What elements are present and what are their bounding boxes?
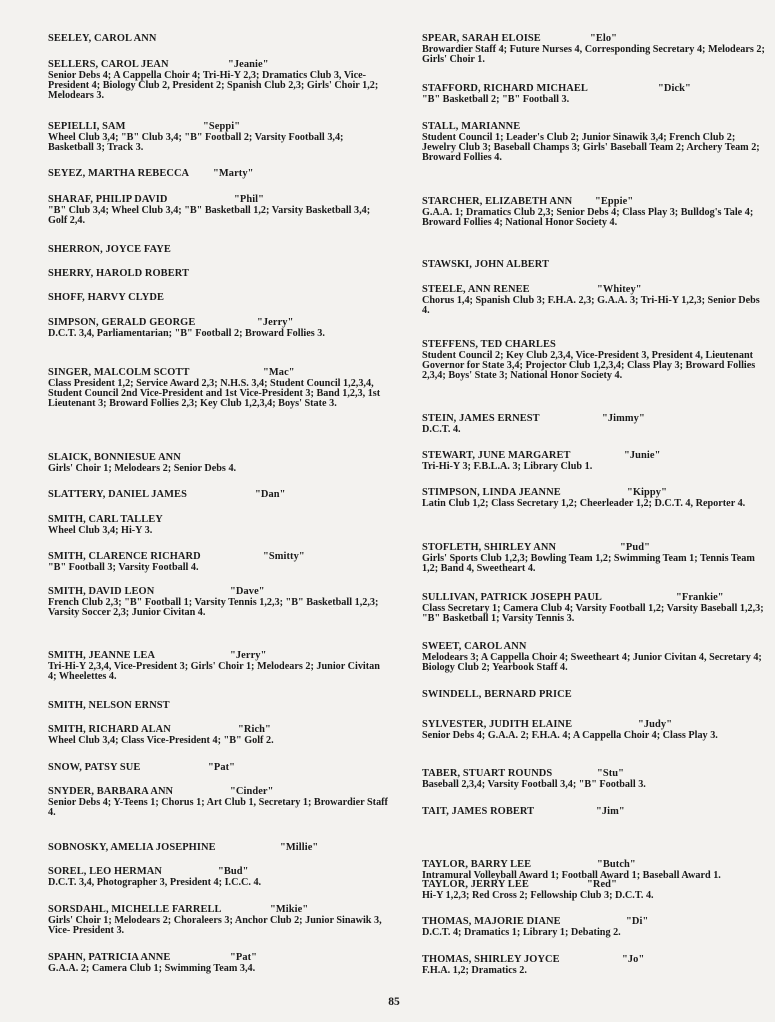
student-name: TAIT, JAMES ROBERT <box>422 806 535 817</box>
student-activities: Wheel Club 3,4; Class Vice-President 4; "B" Golf 2. <box>48 734 274 746</box>
student-activities: Student Council 1; Leader's Club 2; Junior Sinawik 3,4; French Club 2; Jewelry Club 3; Baseball Champs 3; Girls' Baseball Team 2; Archery Team 2; Broward Follies 4. <box>422 131 760 164</box>
student-name: STOFLETH, SHIRLEY ANN <box>422 542 557 553</box>
student-name: SEYEZ, MARTHA REBECCA <box>48 168 190 179</box>
student-activities: Senior Debs 4; G.A.A. 2; F.H.A. 4; A Cappella Choir 4; Class Play 3. <box>422 729 718 741</box>
student-entry <box>48 515 388 536</box>
student-nickname: "Phil" <box>234 194 265 205</box>
student-activities: Wheel Club 3,4; Hi-Y 3. <box>48 524 153 536</box>
student-entry <box>422 720 767 741</box>
student-name-line <box>48 60 388 71</box>
student-activities: French Club 2,3; "B" Football 1; Varsity Tennis 1,2,3; "B" Basketball 1,2,3; Varsity Soccer 2,3; Junior Civitan 4. <box>48 596 379 618</box>
student-name: SMITH, RICHARD ALAN <box>48 724 171 735</box>
student-name-line <box>48 515 388 526</box>
student-name-line <box>48 651 388 662</box>
student-activities: Tri-Hi-Y 2,3,4, Vice-President 3; Girls' Choir 1; Melodears 2; Junior Civitan 4; Wheelettes 4. <box>48 660 380 682</box>
student-nickname: "Cinder" <box>230 786 274 797</box>
student-activities: Intramural Volleyball Award 1; Football Award 1; Baseball Award 1. <box>422 869 721 881</box>
student-activities: D.C.T. 4; Dramatics 1; Library 1; Debating 2. <box>422 926 621 938</box>
student-activities: Girls' Choir 1; Melodears 2; Senior Debs 4. <box>48 462 237 474</box>
student-entry <box>422 690 767 701</box>
student-nickname: "Judy" <box>638 719 673 730</box>
student-name: STEFFENS, TED CHARLES <box>422 339 556 350</box>
student-name-line <box>48 701 388 712</box>
student-nickname: "Pat" <box>230 952 258 963</box>
student-name: SIMPSON, GERALD GEORGE <box>48 317 196 328</box>
student-nickname: "Red" <box>587 879 617 890</box>
student-entry <box>48 195 388 226</box>
student-activities: Student Council 2; Key Club 2,3,4, Vice-President 3, President 4, Lieutenant Governor for State 3,4; Projector Club 1,2,3,4; Class Play 3; Broward Follies 2,3,4; Boys' State 3; National Honor Society 4. <box>422 349 756 382</box>
student-name: SEELEY, CAROL ANN <box>48 33 157 44</box>
student-entry <box>48 34 388 45</box>
student-name-line <box>48 787 388 798</box>
student-name: SMITH, CLARENCE RICHARD <box>48 551 201 562</box>
student-activities: Class Secretary 1; Camera Club 4; Varsity Football 1,2; Varsity Baseball 1,2,3; "B" Basketball 1; Varsity Tennis 3. <box>422 602 764 624</box>
student-name-line <box>48 953 388 964</box>
student-name: SOREL, LEO HERMAN <box>48 866 162 877</box>
student-name: SPEAR, SARAH ELOISE <box>422 33 541 44</box>
student-entry <box>422 642 767 673</box>
student-activities: Girls' Choir 1; Melodears 2; Choraleers 3; Anchor Club 2; Junior Sinawik 3, Vice- President 3. <box>48 914 382 936</box>
student-activities: G.A.A. 2; Camera Club 1; Swimming Team 3,4. <box>48 962 256 974</box>
student-nickname: "Rich" <box>238 724 271 735</box>
student-name-line <box>422 860 767 871</box>
student-name-line <box>422 414 767 425</box>
student-nickname: "Elo" <box>590 33 618 44</box>
student-activities: Chorus 1,4; Spanish Club 3; F.H.A. 2,3; G.A.A. 3; Tri-Hi-Y 1,2,3; Senior Debs 4. <box>422 294 760 316</box>
student-name-line <box>422 260 767 271</box>
student-entry <box>48 293 388 304</box>
student-nickname: "Seppi" <box>203 121 241 132</box>
student-entry <box>48 953 388 974</box>
student-name: STARCHER, ELIZABETH ANN <box>422 196 573 207</box>
student-name: SWINDELL, BERNARD PRICE <box>422 689 572 700</box>
student-name: SORSDAHL, MICHELLE FARRELL <box>48 904 222 915</box>
student-name: SNOW, PATSY SUE <box>48 762 141 773</box>
student-name-line <box>48 725 388 736</box>
student-name: SPAHN, PATRICIA ANNE <box>48 952 171 963</box>
student-name-line <box>422 451 767 462</box>
student-entry <box>48 318 388 339</box>
student-nickname: "Dave" <box>230 586 265 597</box>
student-name-line <box>422 122 767 133</box>
student-entry <box>48 122 388 153</box>
student-entry <box>48 587 388 618</box>
student-entry <box>422 451 767 472</box>
student-name-line <box>48 169 388 180</box>
student-entry <box>48 701 388 712</box>
student-nickname: "Dick" <box>658 83 691 94</box>
student-name: SHERRY, HAROLD ROBERT <box>48 268 189 279</box>
student-name-line <box>422 285 767 296</box>
student-name-line <box>422 488 767 499</box>
student-nickname: "Millie" <box>280 842 319 853</box>
student-name: SELLERS, CAROL JEAN <box>48 59 169 70</box>
student-entry <box>48 60 388 102</box>
student-name: STAWSKI, JOHN ALBERT <box>422 259 550 270</box>
student-name-line <box>422 197 767 208</box>
student-nickname: "Jeanie" <box>228 59 269 70</box>
student-activities: Senior Debs 4; Y-Teens 1; Chorus 1; Art Club 1, Secretary 1; Browardier Staff 4. <box>48 796 388 818</box>
student-entry <box>48 245 388 256</box>
student-name-line <box>48 368 388 379</box>
student-name: TABER, STUART ROUNDS <box>422 768 553 779</box>
student-name-line <box>422 340 767 351</box>
student-entry <box>422 860 767 881</box>
student-nickname: "Whitey" <box>597 284 642 295</box>
student-name: TAYLOR, JERRY LEE <box>422 879 529 890</box>
student-name-line <box>48 763 388 774</box>
student-nickname: "Eppie" <box>595 196 634 207</box>
student-activities: D.C.T. 3,4, Parliamentarian; "B" Football 2; Broward Follies 3. <box>48 327 325 339</box>
student-activities: Browardier Staff 4; Future Nurses 4, Corresponding Secretary 4; Melodears 2; Girls' Choir 1. <box>422 43 765 65</box>
student-entry <box>48 368 388 410</box>
student-entry <box>48 552 388 573</box>
student-name-line <box>48 122 388 133</box>
student-name: SWEET, CAROL ANN <box>422 641 527 652</box>
student-nickname: "Mac" <box>263 367 295 378</box>
student-nickname: "Dan" <box>255 489 286 500</box>
student-name: SULLIVAN, PATRICK JOSEPH PAUL <box>422 592 602 603</box>
student-nickname: "Mikie" <box>270 904 309 915</box>
student-nickname: "Pud" <box>620 542 650 553</box>
student-nickname: "Jim" <box>596 806 625 817</box>
student-name-line <box>422 880 767 891</box>
student-name-line <box>48 490 388 501</box>
student-entry <box>422 593 767 624</box>
student-name-line <box>48 34 388 45</box>
student-entry <box>48 453 388 474</box>
student-name-line <box>48 195 388 206</box>
student-entry <box>48 269 388 280</box>
student-entry <box>422 414 767 435</box>
student-name-line <box>48 269 388 280</box>
student-entry <box>48 651 388 682</box>
student-name: SNYDER, BARBARA ANN <box>48 786 174 797</box>
student-name: THOMAS, MAJORIE DIANE <box>422 916 561 927</box>
student-activities: Melodears 3; A Cappella Choir 4; Sweetheart 4; Junior Civitan 4, Secretary 4; Biology Club 2; Yearbook Staff 4. <box>422 651 762 673</box>
student-entry <box>48 763 388 774</box>
student-activities: Hi-Y 1,2,3; Red Cross 2; Fellowship Club 3; D.C.T. 4. <box>422 889 654 901</box>
student-activities: Latin Club 1,2; Class Secretary 1,2; Cheerleader 1,2; D.C.T. 4, Reporter 4. <box>422 497 746 509</box>
student-nickname: "Kippy" <box>627 487 667 498</box>
student-entry <box>422 488 767 509</box>
student-name-line <box>422 769 767 780</box>
student-entry <box>422 122 767 164</box>
student-activities: Tri-Hi-Y 3; F.B.L.A. 3; Library Club 1. <box>422 460 593 472</box>
student-nickname: "Butch" <box>597 859 636 870</box>
student-nickname: "Jerry" <box>230 650 267 661</box>
student-name: STEWART, JUNE MARGARET <box>422 450 571 461</box>
student-nickname: "Pat" <box>208 762 236 773</box>
student-entry <box>422 197 767 228</box>
student-name-line <box>422 690 767 701</box>
student-name: SMITH, CARL TALLEY <box>48 514 163 525</box>
student-entry <box>48 843 388 854</box>
student-name-line <box>422 807 767 818</box>
student-name-line <box>422 34 767 45</box>
student-entry <box>48 905 388 936</box>
student-name-line <box>48 293 388 304</box>
student-name-line <box>48 453 388 464</box>
student-nickname: "Bud" <box>218 866 249 877</box>
student-nickname: "Jimmy" <box>602 413 645 424</box>
student-activities: "B" Club 3,4; Wheel Club 3,4; "B" Basketball 1,2; Varsity Basketball 3,4; Golf 2,4. <box>48 204 371 226</box>
student-entry <box>422 84 767 105</box>
student-entry <box>422 340 767 382</box>
student-name-line <box>422 917 767 928</box>
student-name-line <box>48 867 388 878</box>
student-activities: F.H.A. 1,2; Dramatics 2. <box>422 964 527 976</box>
student-name: SLAICK, BONNIESUE ANN <box>48 452 181 463</box>
student-name: SOBNOSKY, AMELIA JOSEPHINE <box>48 842 216 853</box>
student-entry <box>422 880 767 901</box>
student-activities: "B" Football 3; Varsity Football 4. <box>48 561 199 573</box>
student-entry <box>422 543 767 574</box>
student-activities: G.A.A. 1; Dramatics Club 2,3; Senior Debs 4; Class Play 3; Bulldog's Tale 4; Broward Follies 4; National Honor Society 4. <box>422 206 754 228</box>
student-activities: D.C.T. 4. <box>422 423 461 435</box>
student-name-line <box>422 642 767 653</box>
student-entry <box>48 490 388 501</box>
student-entry <box>48 867 388 888</box>
student-name: STEIN, JAMES ERNEST <box>422 413 540 424</box>
page-number: 85 <box>388 996 400 1008</box>
student-name-line <box>422 543 767 554</box>
student-name: SMITH, NELSON ERNST <box>48 700 170 711</box>
student-name-line <box>48 587 388 598</box>
student-name: TAYLOR, BARRY LEE <box>422 859 532 870</box>
student-entry <box>422 769 767 790</box>
student-entry <box>422 917 767 938</box>
student-activities: Senior Debs 4; A Cappella Choir 4; Tri-Hi-Y 2,3; Dramatics Club 3, Vice-President 4; Biology Club 2, President 2; Spanish Club 2,3; Girls' Choir 1,2; Melodears 3. <box>48 69 379 102</box>
student-name: SMITH, JEANNE LEA <box>48 650 156 661</box>
student-name: THOMAS, SHIRLEY JOYCE <box>422 954 560 965</box>
student-name: SHOFF, HARVY CLYDE <box>48 292 165 303</box>
student-name: SHERRON, JOYCE FAYE <box>48 244 171 255</box>
student-nickname: "Jerry" <box>257 317 294 328</box>
student-name: SHARAF, PHILIP DAVID <box>48 194 168 205</box>
student-nickname: "Frankie" <box>676 592 724 603</box>
student-nickname: "Marty" <box>213 168 254 179</box>
student-entry <box>48 787 388 818</box>
student-name-line <box>48 245 388 256</box>
student-entry <box>422 955 767 976</box>
student-entry <box>48 169 388 180</box>
student-name: SEPIELLI, SAM <box>48 121 126 132</box>
student-name: SMITH, DAVID LEON <box>48 586 155 597</box>
student-name: SINGER, MALCOLM SCOTT <box>48 367 190 378</box>
student-activities: Girls' Sports Club 1,2,3; Bowling Team 1,2; Swimming Team 1; Tennis Team 1,2; Band 4, Sweetheart 4. <box>422 552 755 574</box>
student-name: STEELE, ANN RENEE <box>422 284 530 295</box>
student-name-line <box>48 905 388 916</box>
student-activities: Class President 1,2; Service Award 2,3; N.H.S. 3,4; Student Council 1,2,3,4, Student Council 2nd Vice-President and 1st Vice-President 3; Band 1,2,3, 1st Lieutenant 3; Broward Follies 2,3; Key Club 1,2,3,4; Boys' State 3. <box>48 377 381 410</box>
student-name-line <box>48 318 388 329</box>
student-name: STALL, MARIANNE <box>422 121 521 132</box>
student-nickname: "Di" <box>626 916 649 927</box>
student-name-line <box>422 84 767 95</box>
student-entry <box>48 725 388 746</box>
student-name: SYLVESTER, JUDITH ELAINE <box>422 719 573 730</box>
student-nickname: "Junie" <box>624 450 661 461</box>
student-activities: Baseball 2,3,4; Varsity Football 3,4; "B" Football 3. <box>422 778 646 790</box>
student-entry <box>422 34 767 65</box>
student-name-line <box>48 843 388 854</box>
student-nickname: "Stu" <box>597 768 625 779</box>
student-name-line <box>422 593 767 604</box>
student-activities: Wheel Club 3,4; "B" Club 3,4; "B" Football 2; Varsity Football 3,4; Basketball 3; Track 3. <box>48 131 344 153</box>
student-nickname: "Smitty" <box>263 551 305 562</box>
student-nickname: "Jo" <box>622 954 645 965</box>
student-name-line <box>422 720 767 731</box>
student-name-line <box>48 552 388 563</box>
student-name: SLATTERY, DANIEL JAMES <box>48 489 187 500</box>
student-name: STIMPSON, LINDA JEANNE <box>422 487 561 498</box>
student-name-line <box>422 955 767 966</box>
student-entry <box>422 260 767 271</box>
student-activities: D.C.T. 3,4, Photographer 3, President 4; I.C.C. 4. <box>48 876 262 888</box>
student-entry <box>422 807 767 818</box>
student-entry <box>422 285 767 316</box>
student-name: STAFFORD, RICHARD MICHAEL <box>422 83 588 94</box>
student-activities: "B" Basketball 2; "B" Football 3. <box>422 93 570 105</box>
